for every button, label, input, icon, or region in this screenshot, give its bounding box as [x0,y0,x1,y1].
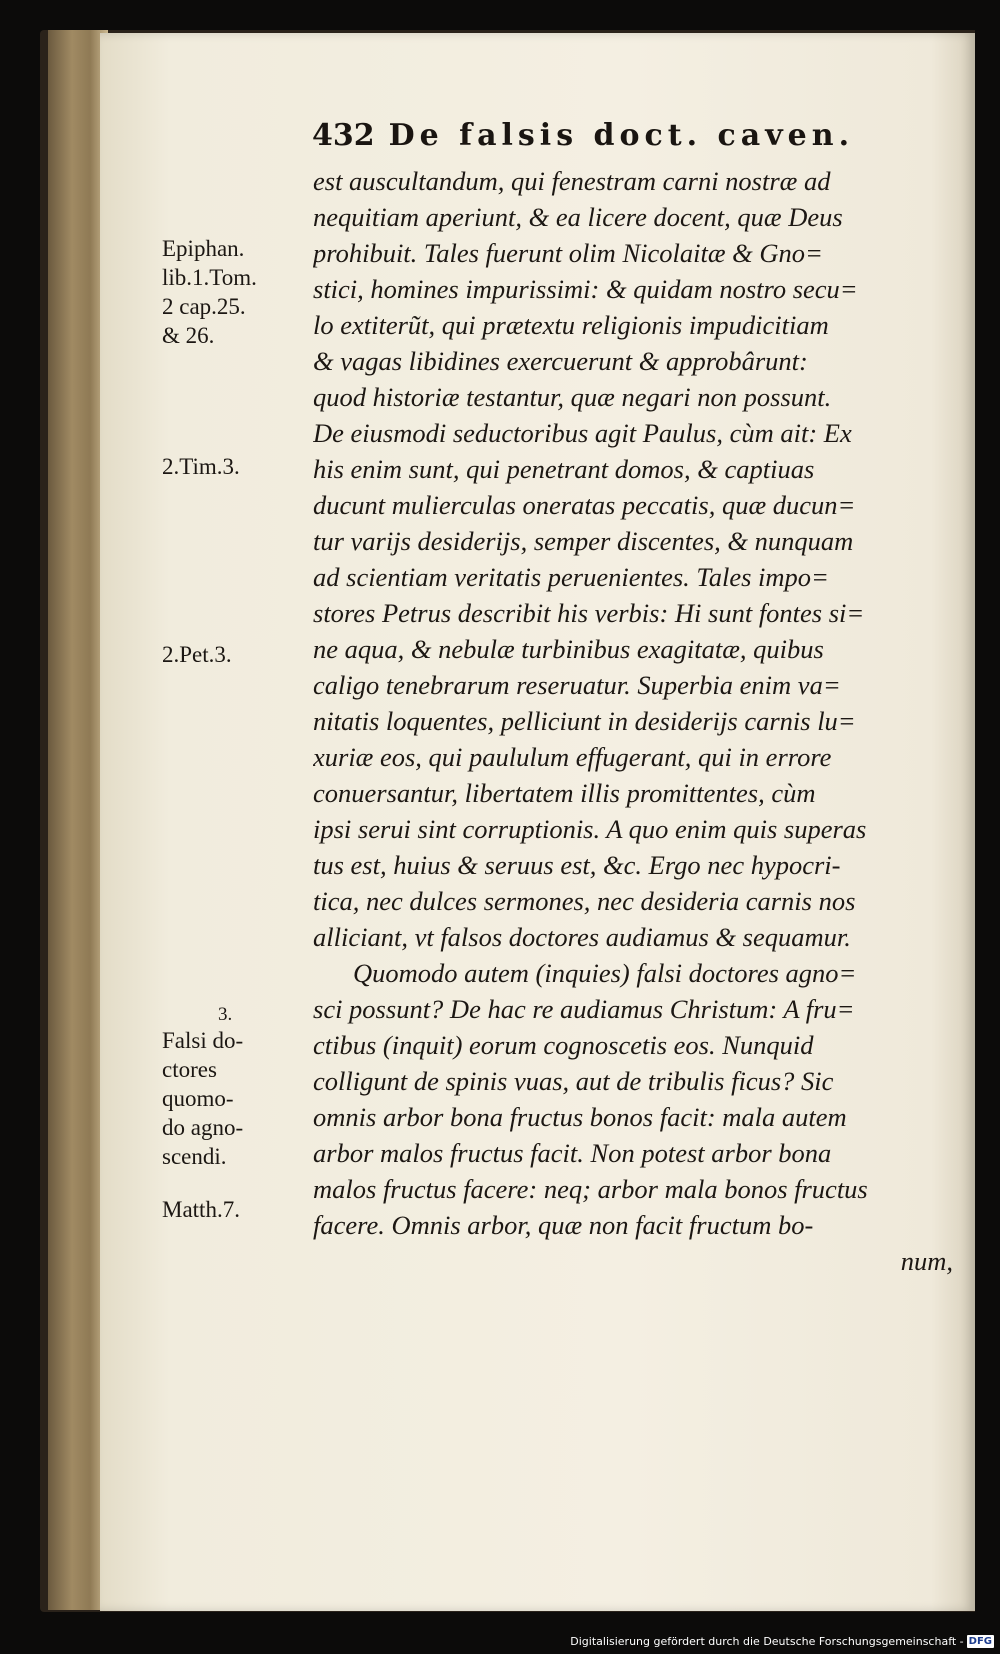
text-line: xuriæ eos, qui paululum effugerant, qui in errore [313,742,832,772]
margin-note-line: Epiphan. [162,236,245,261]
text-line: quod historiæ testantur, quæ negari non possunt. [313,382,832,412]
margin-note-line: 2 cap.25. [162,294,246,319]
page-edges [48,30,108,1610]
text-line: conuersantur, libertatem illis promittentes, cùm [313,778,816,808]
text-line: est auscultandum, qui fenestram carni nostræ ad [313,166,831,196]
text-line: facere. Omnis arbor, quæ non facit fructum bo- [313,1210,814,1240]
credit-text: Digitalisierung gefördert durch die Deutsche Forschungsgemeinschaft - [570,1634,964,1648]
text-line: stici, homines impurissimi: & quidam nostro secu= [313,274,858,304]
text-line: ad scientiam veritatis peruenientes. Tales impo= [313,562,829,592]
running-head-title: De falsis doct. caven. [388,118,855,153]
dfg-logo: DFG [968,1635,992,1647]
text-line: stores Petrus describit his verbis: Hi sunt fontes si= [313,598,865,628]
text-line: ne aqua, & nebulæ turbinibus exagitatæ, quibus [313,634,824,664]
margin-note-line: lib.1.Tom. [162,265,257,290]
text-line: malos fructus facere: neq; arbor mala bonos fructus [313,1174,868,1204]
scan-border [975,30,1000,1612]
running-head [312,118,912,164]
text-line: & vagas libidines exercuerunt & approbârunt: [313,346,808,376]
section-number: 3. [218,1004,233,1025]
margin-note-line: & 26. [162,323,215,348]
margin-note-line: Falsi do- [162,1028,244,1053]
text-line: omnis arbor bona fructus bonos facit: mala autem [313,1102,847,1132]
margin-note-timothy: 2.Tim.3. [162,454,240,479]
text-line: colligunt de spinis vuas, aut de tribulis ficus? Sic [313,1066,834,1096]
catchword: num, [900,1246,953,1276]
text-line: arbor malos fructus facit. Non potest arbor bona [313,1138,832,1168]
text-line: De eiusmodi seductoribus agit Paulus, cùm ait: Ex [313,418,852,448]
margin-note-line: quomo- [162,1086,234,1111]
text-line: nequitiam aperiunt, & ea licere docent, quæ Deus [313,202,843,232]
text-line: Quomodo autem (inquies) falsi doctores agno= [353,958,857,988]
text-line: prohibuit. Tales fuerunt olim Nicolaitæ & Gno= [313,238,823,268]
margin-note-peter: 2.Pet.3. [162,642,232,667]
text-line: alliciant, vt falsos doctores audiamus & sequamur. [313,922,851,952]
margin-note-line: scendi. [162,1144,227,1169]
text-line: lo extiterũt, qui prætextu religionis impudicitiam [313,310,829,340]
text-line: ipsi serui sint corruptionis. A quo enim quis superas [313,814,867,844]
margin-note-epiphanius [162,234,302,350]
text-line: tur varijs desiderijs, semper discentes, & nunquam [313,526,854,556]
page-number: 432 [312,118,375,153]
margin-note-line: ctores [162,1057,217,1082]
text-line: caligo tenebrarum reseruatur. Superbia enim va= [313,670,841,700]
text-line: ducunt mulierculas oneratas peccatis, quæ ducun= [313,490,856,520]
margin-note-line: do agno- [162,1115,244,1140]
text-line: ctibus (inquit) eorum cognoscetis eos. Nunquid [313,1030,814,1060]
margin-note-section [162,1004,302,1171]
text-line: his enim sunt, qui penetrant domos, & captiuas [313,454,815,484]
text-line: tica, nec dulces sermones, nec desideria carnis nos [313,886,856,916]
digitization-credit [570,1632,994,1650]
text-line: sci possunt? De hac re audiamus Christum: A fru= [313,994,855,1024]
text-line: tus est, huius & seruus est, &c. Ergo nec hypocri- [313,850,841,880]
text-line: nitatis loquentes, pelliciunt in desiderijs carnis lu= [313,706,856,736]
margin-note-matthew: Matth.7. [162,1197,240,1222]
